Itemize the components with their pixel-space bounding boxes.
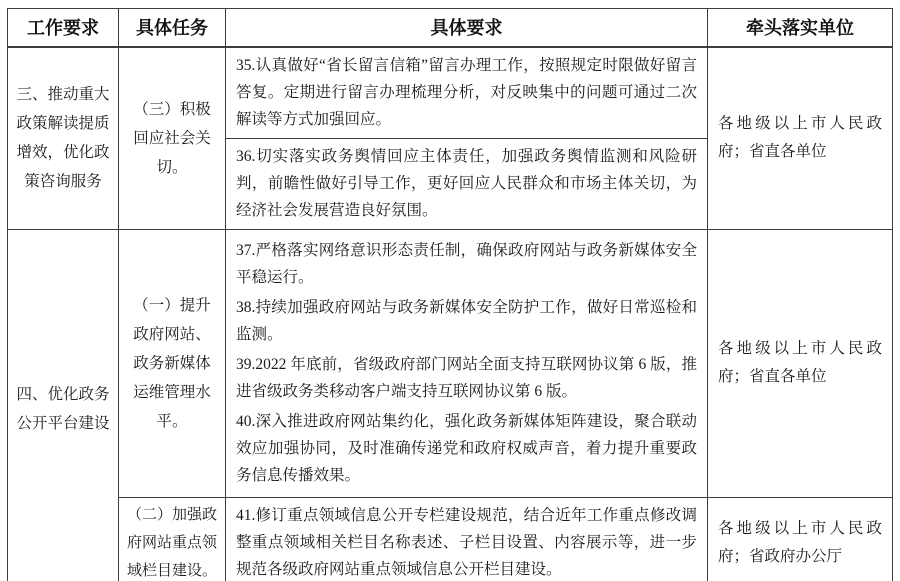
cell-section3-lead-unit: 各地级以上市人民政府；省直各单位 <box>708 47 893 230</box>
header-lead-unit: 牵头落实单位 <box>708 9 893 47</box>
requirement-39-text: 39.2022 年底前，省级政府部门网站全面支持互联网协议第 6 版，推进省级政务类移动客户端支持互联网协议第 6 版。 <box>236 355 697 400</box>
row-req-35 <box>8 47 893 139</box>
header-work-requirement: 工作要求 <box>8 9 119 47</box>
header-row <box>8 9 893 47</box>
cell-section4-work-requirement: 四、优化政务公开平台建设 <box>8 229 119 581</box>
cell-section4-task2: （二）加强政府网站重点领域栏目建设。 <box>119 497 226 581</box>
work-plan-table <box>7 8 893 581</box>
cell-section3-task: （三）积极回应社会关切。 <box>119 47 226 230</box>
requirement-40-text: 40.深入推进政府网站集约化，强化政务新媒体矩阵建设，聚合联动效应加强协同，及时准确传递党和政府权威声音，着力提升重要政务信息传播效果。 <box>236 412 697 484</box>
cell-section4-lead-unit-2: 各地级以上市人民政府；省政府办公厅 <box>708 497 893 581</box>
header-specific-task: 具体任务 <box>119 9 226 47</box>
requirement-37-text: 37.严格落实网络意识形态责任制，确保政府网站与政务新媒体安全平稳运行。 <box>236 241 697 286</box>
cell-section4-task1: （一）提升政府网站、政务新媒体运维管理水平。 <box>119 229 226 497</box>
requirement-36-text: 36.切实落实政务舆情回应主体责任，加强政务舆情监测和风险研判，前瞻性做好引导工作，更好回应人民群众和市场主体关切，为经济社会发展营造良好氛围。 <box>236 147 697 219</box>
cell-requirements-37-40 <box>226 229 708 497</box>
row-req-41 <box>8 497 893 581</box>
requirement-38-text: 38.持续加强政府网站与政务新媒体安全防护工作，做好日常巡检和监测。 <box>236 298 697 343</box>
header-specific-requirement: 具体要求 <box>226 9 708 47</box>
cell-section3-work-requirement: 三、推动重大政策解读提质增效，优化政策咨询服务 <box>8 47 119 230</box>
cell-requirement-36 <box>226 138 708 229</box>
cell-requirement-35 <box>226 47 708 139</box>
cell-section4-lead-unit-1: 各地级以上市人民政府；省直各单位 <box>708 229 893 497</box>
row-req-37-40 <box>8 229 893 497</box>
requirement-41-text: 41.修订重点领域信息公开专栏建设规范，结合近年工作重点修改调整重点领域相关栏目名称表述、子栏目设置、内容展示等，进一步规范各级政府网站重点领域信息公开栏目建设。 <box>236 506 697 578</box>
requirement-35-text: 35.认真做好“省长留言信箱”留言办理工作，按照规定时限做好留言答复。定期进行留言办理梳理分析，对反映集中的问题可通过二次解读等方式加强回应。 <box>236 56 697 128</box>
cell-requirement-41 <box>226 497 708 581</box>
